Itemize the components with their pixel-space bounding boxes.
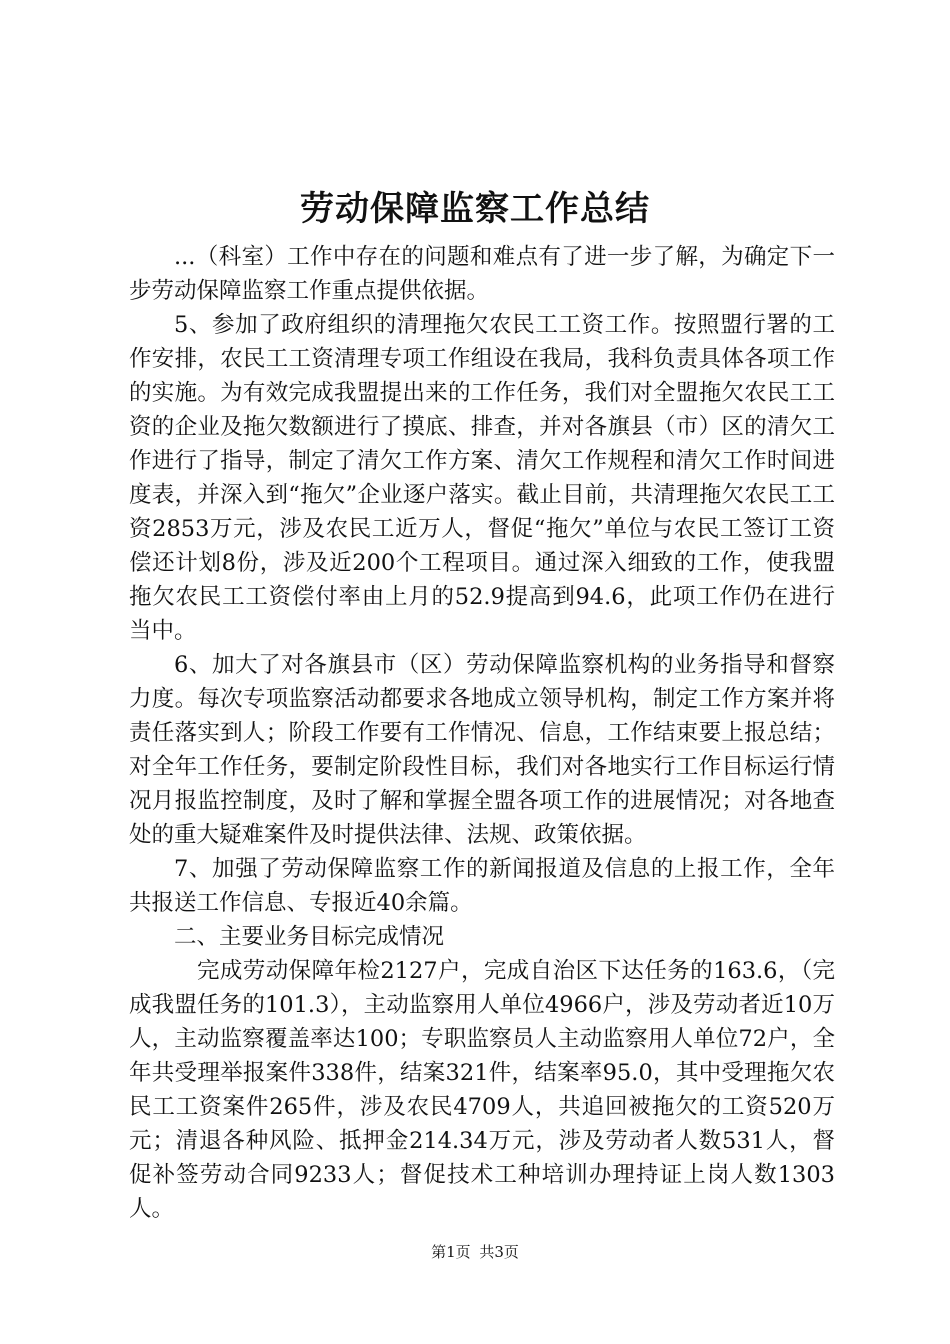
paragraph-intro: ...（科室）工作中存在的问题和难点有了进一步了解，为确定下一步劳动保障监察工作重点提供依据。 <box>129 244 835 304</box>
paragraph-item-7: 7、加强了劳动保障监察工作的新闻报道及信息的上报工作，全年共报送工作信息、专报近40余篇。 <box>129 856 835 916</box>
page-footer <box>0 1240 950 1264</box>
document-body <box>129 240 835 1226</box>
paragraph-targets: 完成劳动保障年检2127户，完成自治区下达任务的163.6，（完成我盟任务的101.3），主动监察用人单位4966户，涉及劳动者近10万人，主动监察覆盖率达100；专职监察员人主动监察用人单位72户，全年共受理举报案件338件，结案321件，结案率95.0，其中受理拖欠农民工工资案件265件，涉及农民4709人，共追回被拖欠的工资520万元；清退各种风险、抵押金214.34万元，涉及劳动者人数531人，督促补签劳动合同9233人；督促技术工种培训办理持证上岗人数1303人。 <box>129 958 835 1222</box>
document-title: 劳动保障监察工作总结 <box>300 189 650 229</box>
section-heading: 二、主要业务目标完成情况 <box>174 924 445 950</box>
page-number: 第1页 <box>431 1243 471 1261</box>
paragraph-item-5: 5、参加了政府组织的清理拖欠农民工工资工作。按照盟行署的工作安排，农民工工资清理专项工作组设在我局，我科负责具体各项工作的实施。为有效完成我盟提出来的工作任务，我们对全盟拖欠农民工工资的企业及拖欠数额进行了摸底、排查，并对各旗县（市）区的清欠工作进行了指导，制定了清欠工作方案、清欠工作规程和清欠工作时间进度表，并深入到“拖欠”企业逐户落实。截止目前，共清理拖欠农民工工资2853万元，涉及农民工近万人，督促“拖欠”单位与农民工签订工资偿还计划8份，涉及近200个工程项目。通过深入细致的工作，使我盟拖欠农民工工资偿付率由上月的52.9提高到94.6，此项工作仍在进行当中。 <box>129 312 835 644</box>
page-total: 共3页 <box>479 1243 519 1261</box>
paragraph-item-6: 6、加大了对各旗县市（区）劳动保障监察机构的业务指导和督察力度。每次专项监察活动都要求各地成立领导机构，制定工作方案并将责任落实到人；阶段工作要有工作情况、信息，工作结束要上报总结；对全年工作任务，要制定阶段性目标，我们对各地实行工作目标运行情况月报监控制度，及时了解和掌握全盟各项工作的进展情况；对各地查处的重大疑难案件及时提供法律、法规、政策依据。 <box>129 652 835 848</box>
